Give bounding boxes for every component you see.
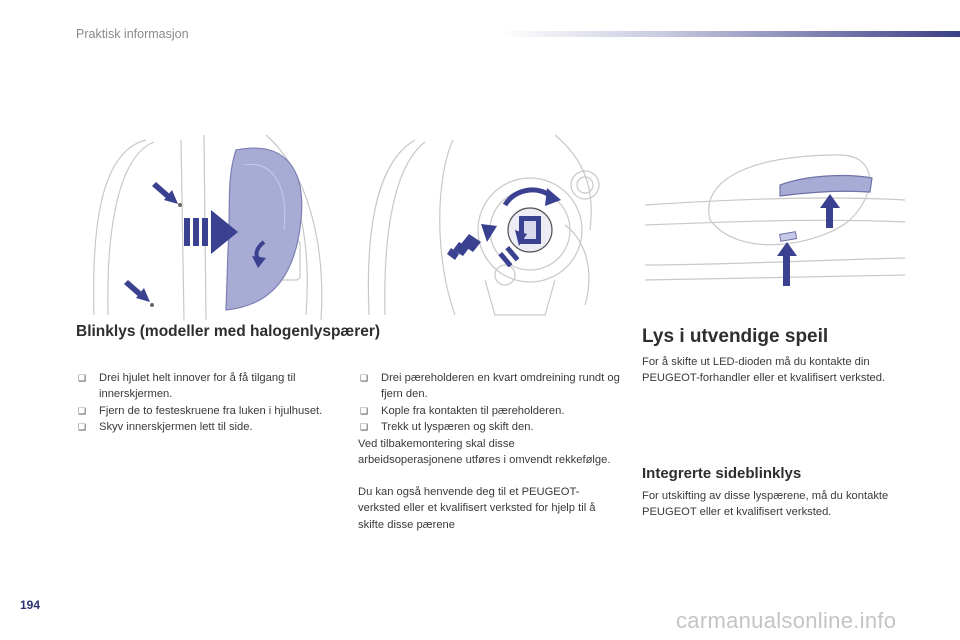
checkbox-bullet-icon: ❑	[78, 422, 87, 433]
arrow-icon	[820, 194, 840, 228]
door-mirror-illustration	[640, 130, 910, 325]
watermark: carmanualsonline.info	[676, 608, 897, 633]
section-title-side-repeaters: Integrerte sideblinklys	[642, 465, 802, 482]
reinstall-note: Ved tilbakemontering skal disse arbeidsoperasjonene utføres i omvendt rekkefølge.	[358, 438, 611, 467]
wheel-arch-illustration	[76, 130, 332, 325]
list-item: ❑ Drei hjulet helt innover for å få tilgang til innerskjermen.	[78, 372, 296, 401]
header-accent-bar	[500, 31, 960, 37]
arrow-icon	[777, 242, 797, 286]
section-title-mirror-lights: Lys i utvendige speil	[642, 326, 829, 347]
checkbox-bullet-icon: ❑	[78, 405, 87, 416]
list-item: ❑ Trekk ut lyspæren og skift den.	[358, 419, 620, 435]
checkbox-bullet-icon: ❑	[360, 373, 369, 383]
screw-arrow-icon	[124, 280, 150, 302]
page-number: 194	[20, 598, 41, 612]
dealer-note: Du kan også henvende deg til et PEUGEOT-verksted eller et kvalifisert verksted for hjelp til å skifte disse pærene	[358, 486, 596, 531]
list-item: ❑ Drei pæreholderen en kvart omdreining rundt og fjern den.	[360, 372, 620, 401]
list-item: ❑ Kople fra kontakten til pæreholderen.	[358, 403, 620, 419]
side-repeater-text: For utskifting av disse lyspærene, må du kontakte PEUGEOT eller et kvalifisert verksted.	[642, 490, 889, 519]
steps-list-right	[358, 370, 620, 436]
list-item: ❑ Skyv innerskjermen lett til side.	[76, 419, 326, 435]
screw-arrow-icon	[152, 182, 178, 204]
section-title-turn-signals: Blinklys (modeller med halogenlyspærer)	[76, 323, 381, 340]
section-label: Praktisk informasjon	[76, 27, 189, 41]
checkbox-bullet-icon: ❑	[360, 405, 369, 416]
checkbox-bullet-icon: ❑	[360, 422, 369, 433]
arrow-icon	[447, 224, 497, 260]
steps-list-left	[76, 370, 326, 436]
checkbox-bullet-icon: ❑	[78, 373, 87, 383]
bulb-holder-illustration	[355, 130, 625, 325]
list-item: ❑ Fjern de to festeskruene fra luken i hjulhuset.	[76, 403, 326, 419]
mirror-text: For å skifte ut LED-dioden må du kontakte din PEUGEOT-forhandler eller et kvalifisert verksted.	[642, 356, 886, 385]
